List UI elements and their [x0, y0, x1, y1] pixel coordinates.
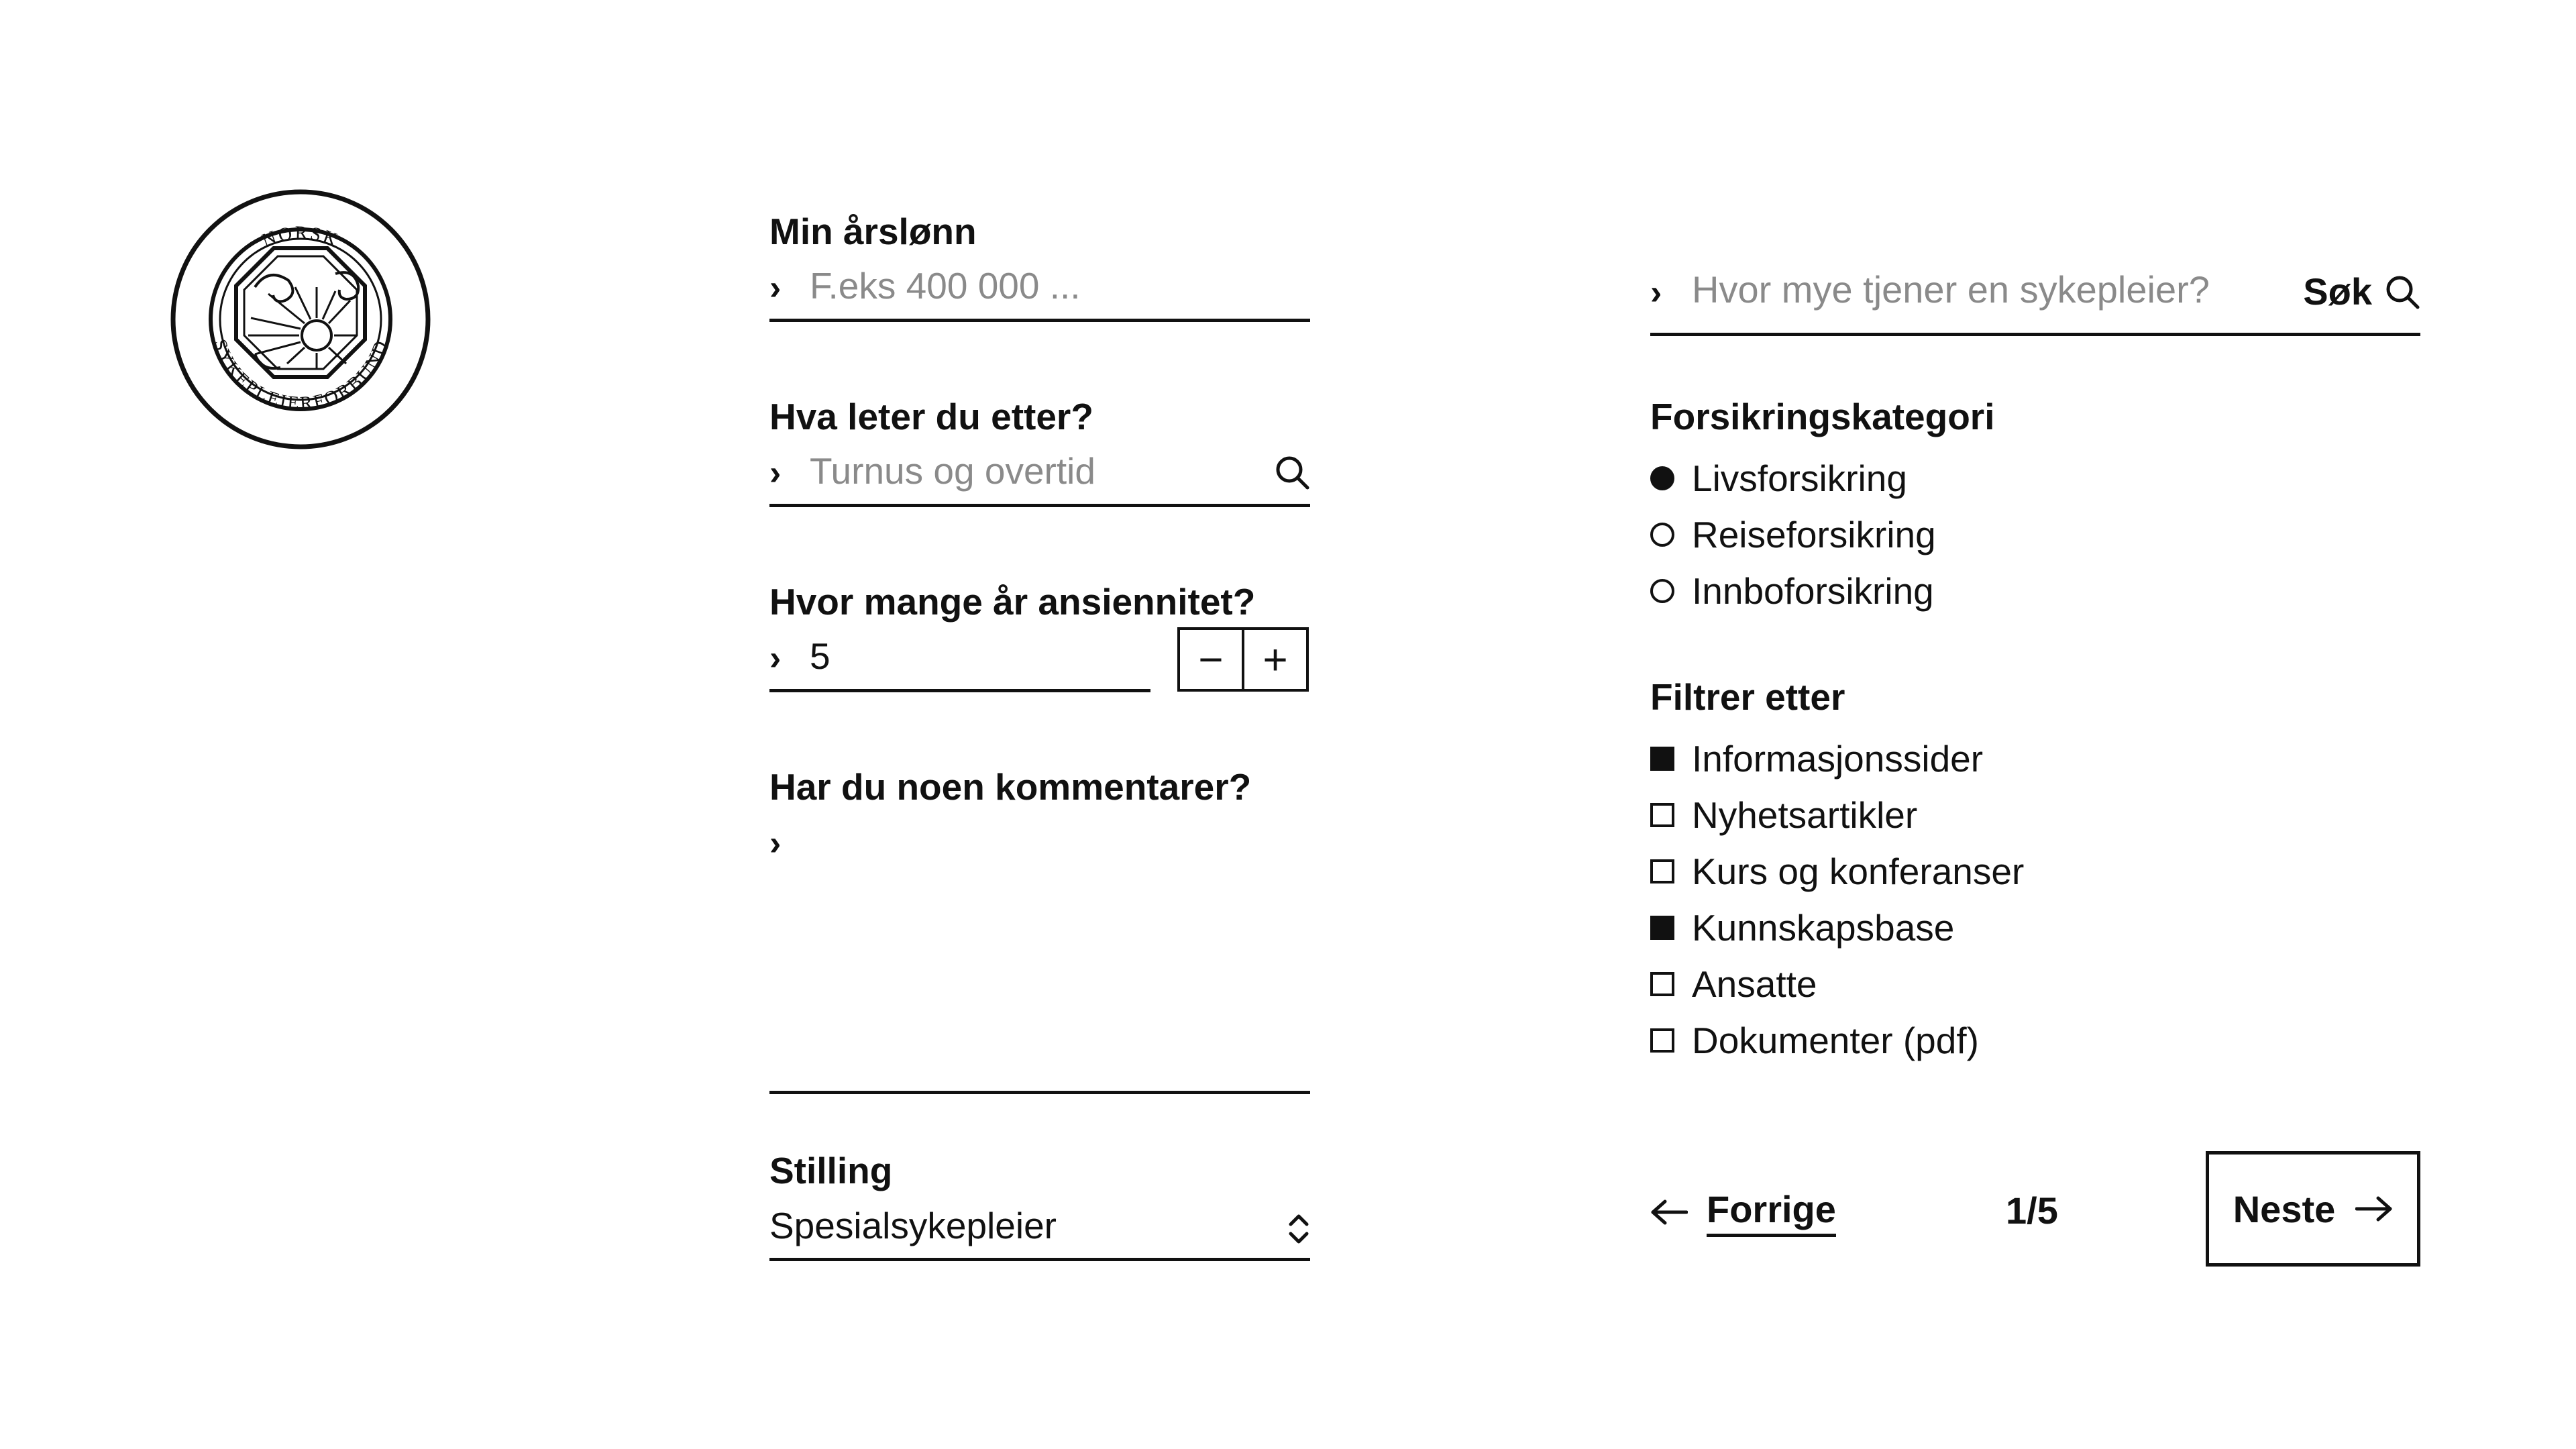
insurance-option-label: Reiseforsikring	[1692, 514, 1936, 555]
nsf-logo	[168, 186, 433, 452]
salary-input-row	[769, 257, 1310, 322]
chevron-right-icon: ›	[769, 268, 782, 307]
comments-textarea[interactable]	[810, 819, 1302, 1077]
filter-option[interactable]	[1650, 787, 2024, 843]
seniority-input-row	[769, 627, 1150, 692]
checkbox-unchecked-icon[interactable]	[1650, 972, 1674, 996]
site-search-input[interactable]	[1692, 266, 2269, 313]
filter-title: Filtrer etter	[1650, 676, 1845, 718]
seniority-field	[769, 581, 1310, 696]
salary-label: Min årslønn	[769, 211, 977, 252]
filter-option-label: Nyhetsartikler	[1692, 794, 1918, 836]
logo-bottom-text: SYKEPLEIERFORBUND	[209, 336, 392, 415]
chevron-right-icon: ›	[769, 453, 782, 492]
lookup-field	[769, 398, 1310, 507]
page-indicator: 1/5	[2006, 1189, 2058, 1232]
salary-field	[769, 213, 1310, 322]
checkbox-unchecked-icon[interactable]	[1650, 859, 1674, 883]
insurance-option[interactable]	[1650, 563, 1994, 619]
updown-icon	[1287, 1211, 1310, 1247]
search-submit-button[interactable]	[2303, 270, 2420, 313]
logo-top-text: NORSK	[259, 222, 342, 252]
filter-checkbox-group	[1650, 676, 2025, 1069]
filter-option-label: Kurs og konferanser	[1692, 851, 2025, 892]
filter-option[interactable]	[1650, 843, 2024, 900]
chevron-right-icon: ›	[769, 824, 782, 863]
arrow-left-icon	[1650, 1199, 1688, 1226]
insurance-radio-group	[1650, 398, 1994, 619]
chevron-right-icon: ›	[769, 639, 782, 678]
comments-field	[769, 766, 1310, 1094]
radio-selected-icon[interactable]	[1650, 466, 1674, 490]
position-field	[769, 1152, 1310, 1261]
search-icon[interactable]	[1274, 454, 1310, 490]
filter-option[interactable]	[1650, 1012, 2024, 1069]
salary-input[interactable]	[810, 262, 1306, 309]
previous-button[interactable]	[1650, 1187, 1836, 1237]
increment-button[interactable]: +	[1242, 630, 1306, 689]
seniority-label: Hvor mange år ansiennitet?	[769, 581, 1256, 623]
radio-unselected-icon[interactable]	[1650, 579, 1674, 603]
filter-option-label: Dokumenter (pdf)	[1692, 1020, 1979, 1061]
checkbox-unchecked-icon[interactable]	[1650, 803, 1674, 827]
position-selected-value: Spesialsykepleier	[769, 1205, 1057, 1246]
lookup-input[interactable]	[810, 447, 1252, 494]
seniority-stepper	[769, 627, 1310, 696]
next-button[interactable]	[2206, 1151, 2420, 1267]
radio-unselected-icon[interactable]	[1650, 523, 1674, 547]
position-label: Stilling	[769, 1150, 893, 1191]
insurance-option-label: Livsforsikring	[1692, 458, 1907, 499]
previous-label: Forrige	[1707, 1187, 1836, 1237]
checkbox-checked-icon[interactable]	[1650, 916, 1674, 940]
checkbox-checked-icon[interactable]	[1650, 747, 1674, 771]
seniority-input[interactable]	[810, 633, 1138, 680]
pagination	[1650, 1151, 2420, 1269]
filter-option-label: Kunnskapsbase	[1692, 907, 1955, 949]
filter-option-label: Ansatte	[1692, 963, 1817, 1005]
lookup-input-row	[769, 442, 1310, 507]
site-search	[1650, 263, 2420, 336]
stepper-buttons	[1177, 627, 1309, 692]
filter-option[interactable]	[1650, 731, 2024, 787]
comments-input-row	[769, 812, 1310, 1094]
chevron-right-icon: ›	[1650, 273, 1662, 312]
filter-option[interactable]	[1650, 956, 2024, 1012]
search-submit-label: Søk	[2303, 270, 2372, 313]
insurance-option[interactable]	[1650, 506, 1994, 563]
filter-option[interactable]	[1650, 900, 2024, 956]
checkbox-unchecked-icon[interactable]	[1650, 1028, 1674, 1053]
filter-option-label: Informasjonssider	[1692, 738, 1984, 780]
next-label: Neste	[2233, 1187, 2336, 1230]
arrow-right-icon	[2355, 1195, 2393, 1222]
lookup-label: Hva leter du etter?	[769, 396, 1093, 437]
comments-label: Har du noen kommentarer?	[769, 766, 1252, 808]
search-icon	[2384, 274, 2420, 310]
insurance-option-label: Innboforsikring	[1692, 570, 1934, 612]
position-select[interactable]	[769, 1196, 1310, 1261]
insurance-option[interactable]	[1650, 450, 1994, 506]
decrement-button[interactable]: −	[1198, 635, 1224, 684]
insurance-title: Forsikringskategori	[1650, 396, 1995, 437]
